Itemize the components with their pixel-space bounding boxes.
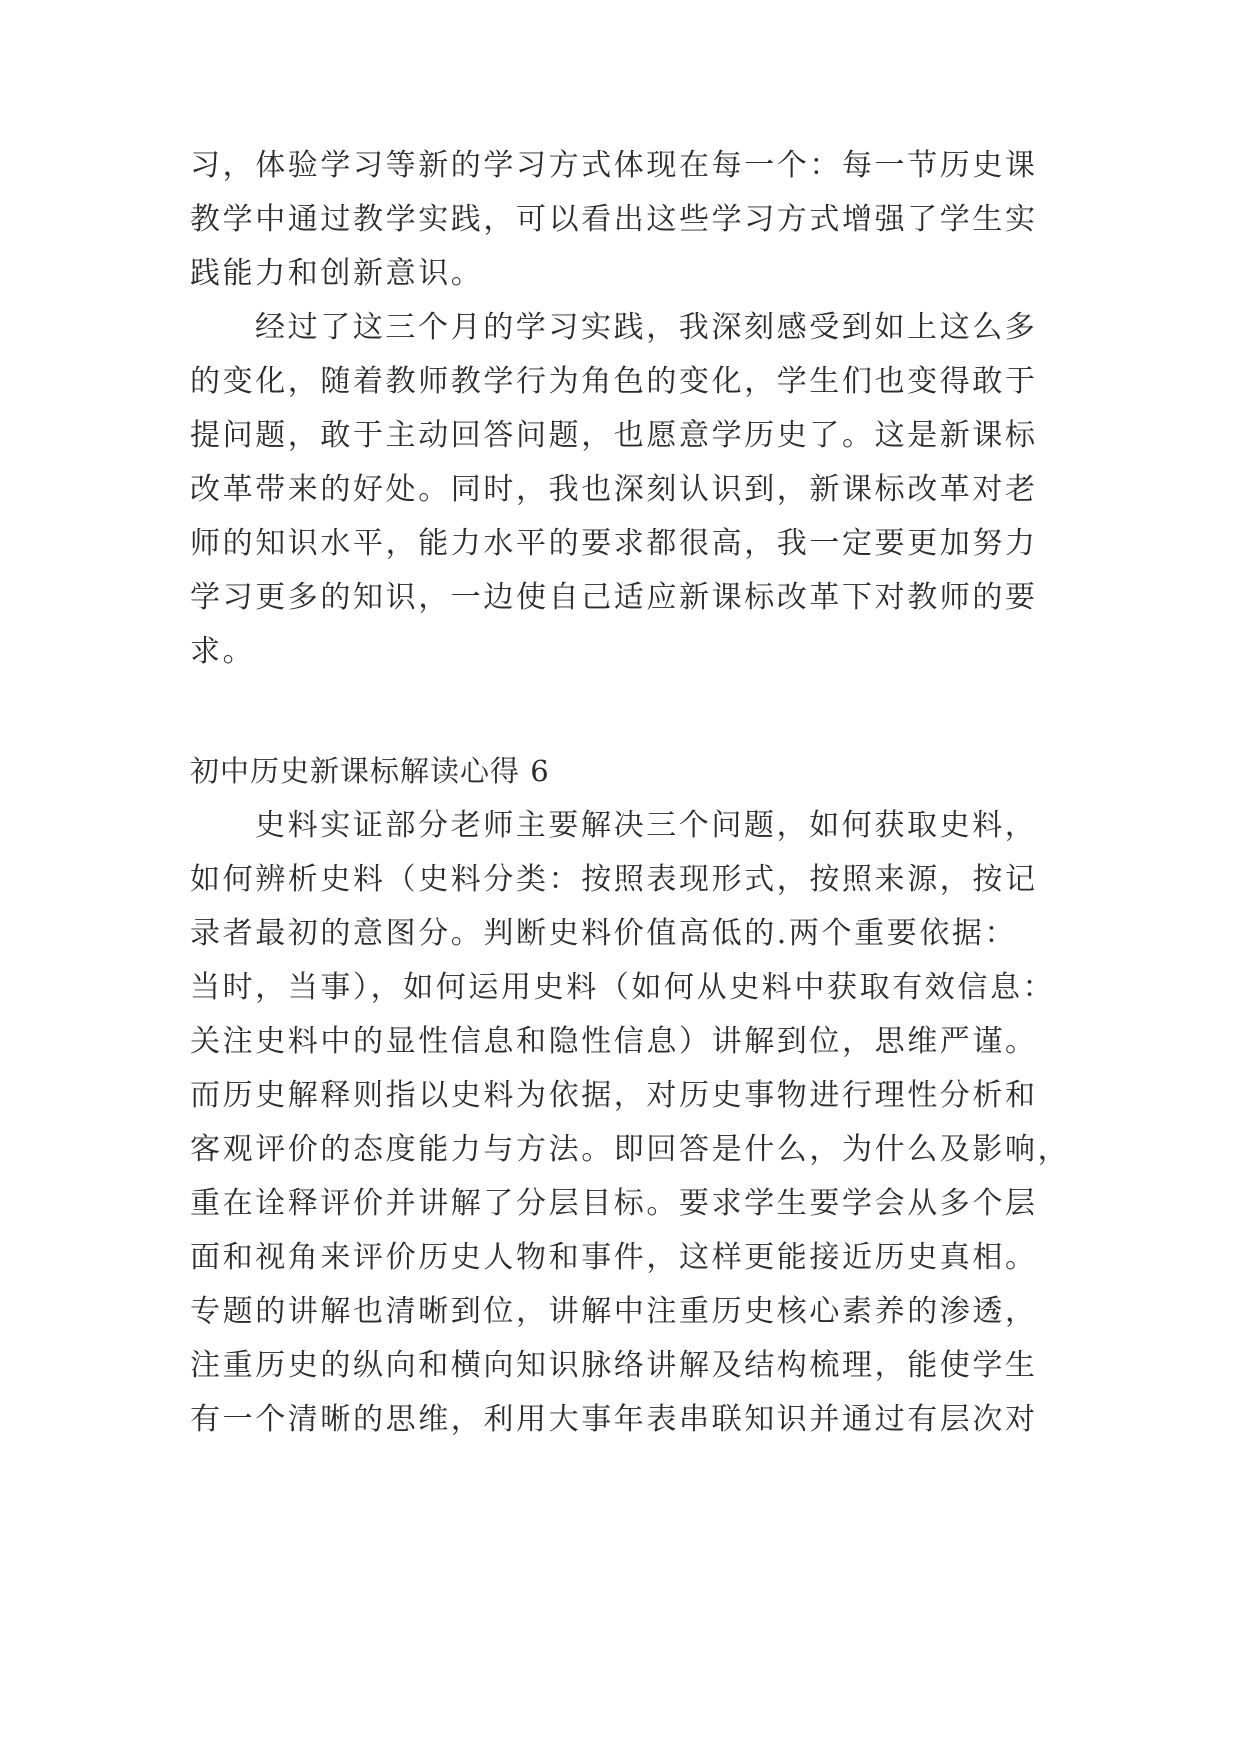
paragraph-line: 重在诠释评价并讲解了分层目标。要求学生要学会从多个层 [190,1186,1038,1221]
paragraph-line: 的变化，随着教师教学行为角色的变化，学生们也变得敢于 [190,364,1038,399]
paragraph-line: 面和视角来评价历史人物和事件，这样更能接近历史真相。 [190,1240,1038,1275]
paragraph-line: 求。 [190,634,256,669]
paragraph-line: 如何辨析史料（史料分类：按照表现形式，按照来源，按记 [190,862,1038,897]
paragraph-line: 提问题，敢于主动回答问题，也愿意学历史了。这是新课标 [190,418,1038,453]
paragraph-line: 师的知识水平，能力水平的要求都很高，我一定要更加努力 [190,526,1038,561]
paragraph-line: 关注史料中的显性信息和隐性信息）讲解到位，思维严谨。 [190,1024,1038,1059]
paragraph-line: 注重历史的纵向和横向知识脉络讲解及结构梳理，能使学生 [190,1348,1038,1383]
paragraph-line: 史料实证部分老师主要解决三个问题，如何获取史料， [255,808,1038,843]
paragraph-line: 录者最初的意图分。判断史料价值高低的.两个重要依据： [190,916,1018,951]
section-heading: 初中历史新课标解读心得 6 [190,754,550,788]
paragraph-line: 经过了这三个月的学习实践，我深刻感受到如上这么多 [255,310,1038,345]
paragraph-line: 学习更多的知识，一边使自己适应新课标改革下对教师的要 [190,580,1038,615]
paragraph-line: 有一个清晰的思维，利用大事年表串联知识并通过有层次对 [190,1402,1038,1437]
paragraph-line: 教学中通过教学实践，可以看出这些学习方式增强了学生实 [190,202,1038,237]
paragraph-line: 专题的讲解也清晰到位，讲解中注重历史核心素养的渗透， [190,1294,1038,1329]
paragraph-line: 践能力和创新意识。 [190,256,484,291]
paragraph-line: 习，体验学习等新的学习方式体现在每一个：每一节历史课 [190,148,1038,183]
paragraph-line: 当时，当事），如何运用史料（如何从史料中获取有效信息： [190,970,1056,1005]
paragraph-line: 客观评价的态度能力与方法。即回答是什么，为什么及影响， [190,1132,1071,1167]
paragraph-line: 改革带来的好处。同时，我也深刻认识到，新课标改革对老 [190,472,1038,507]
paragraph-line: 而历史解释则指以史料为依据，对历史事物进行理性分析和 [190,1078,1038,1113]
